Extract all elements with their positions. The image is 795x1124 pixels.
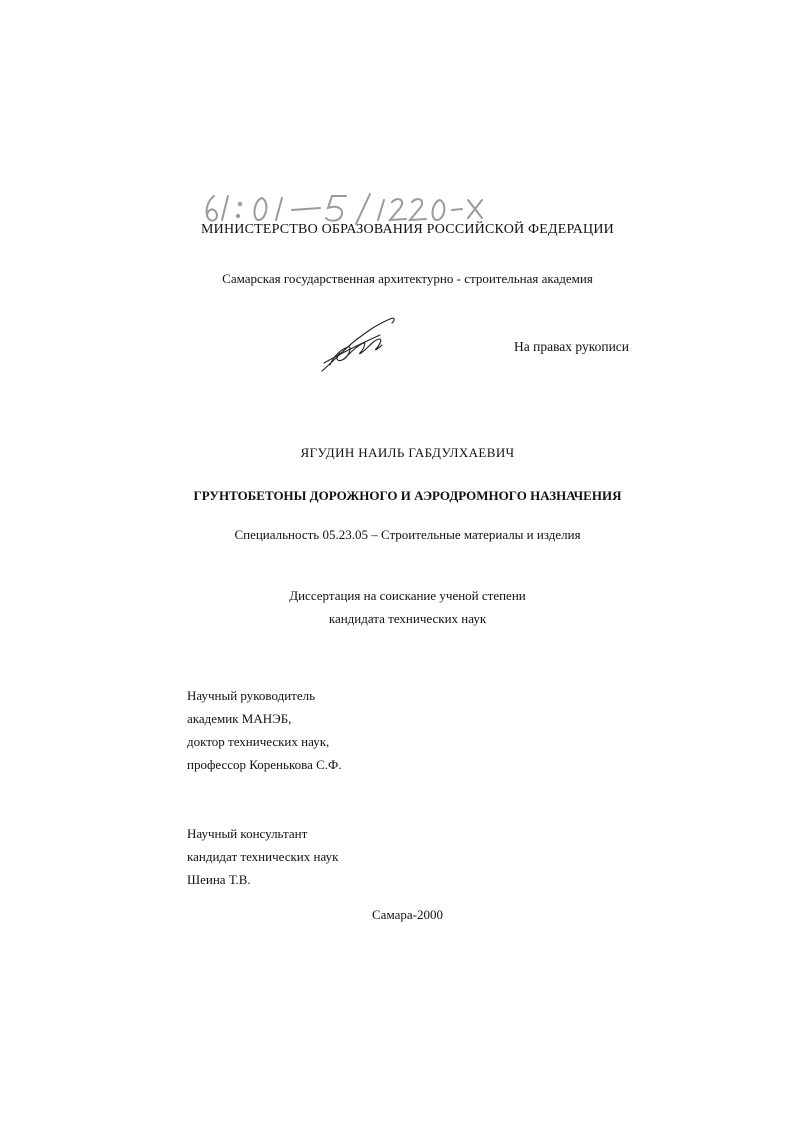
dissertation-title: ГРУНТОБЕТОНЫ ДОРОЖНОГО И АЭРОДРОМНОГО НАЗНАЧЕНИЯ <box>193 488 622 503</box>
consultant-role: Научный консультант <box>187 826 308 841</box>
degree-line-2: кандидата технических наук <box>328 611 487 626</box>
consultant-block <box>187 822 338 891</box>
supervisor-title-1: академик МАНЭБ, <box>187 711 292 726</box>
ministry-heading: МИНИСТЕРСТВО ОБРАЗОВАНИЯ РОССИЙСКОЙ ФЕДЕРАЦИИ <box>200 222 614 237</box>
supervisor-block <box>187 684 342 776</box>
supervisor-title-2: доктор технических наук, <box>187 734 330 749</box>
academy-name: Самарская государственная архитектурно - строительная академия <box>222 271 593 286</box>
specialty-line: Специальность 05.23.05 – Строительные материалы и изделия <box>234 527 581 542</box>
author-signature <box>318 315 400 375</box>
city-year: Самара-2000 <box>372 907 443 922</box>
consultant-title: кандидат технических наук <box>187 849 339 864</box>
consultant-name: Шеина Т.В. <box>187 872 251 887</box>
degree-line-1: Диссертация на соискание ученой степени <box>289 588 526 603</box>
author-name: ЯГУДИН НАИЛЬ ГАБДУЛХАЕВИЧ <box>300 445 515 460</box>
supervisor-name: профессор Коренькова С.Ф. <box>187 757 342 772</box>
manuscript-rights-note: На правах рукописи <box>514 339 630 354</box>
supervisor-role: Научный руководитель <box>187 688 316 703</box>
